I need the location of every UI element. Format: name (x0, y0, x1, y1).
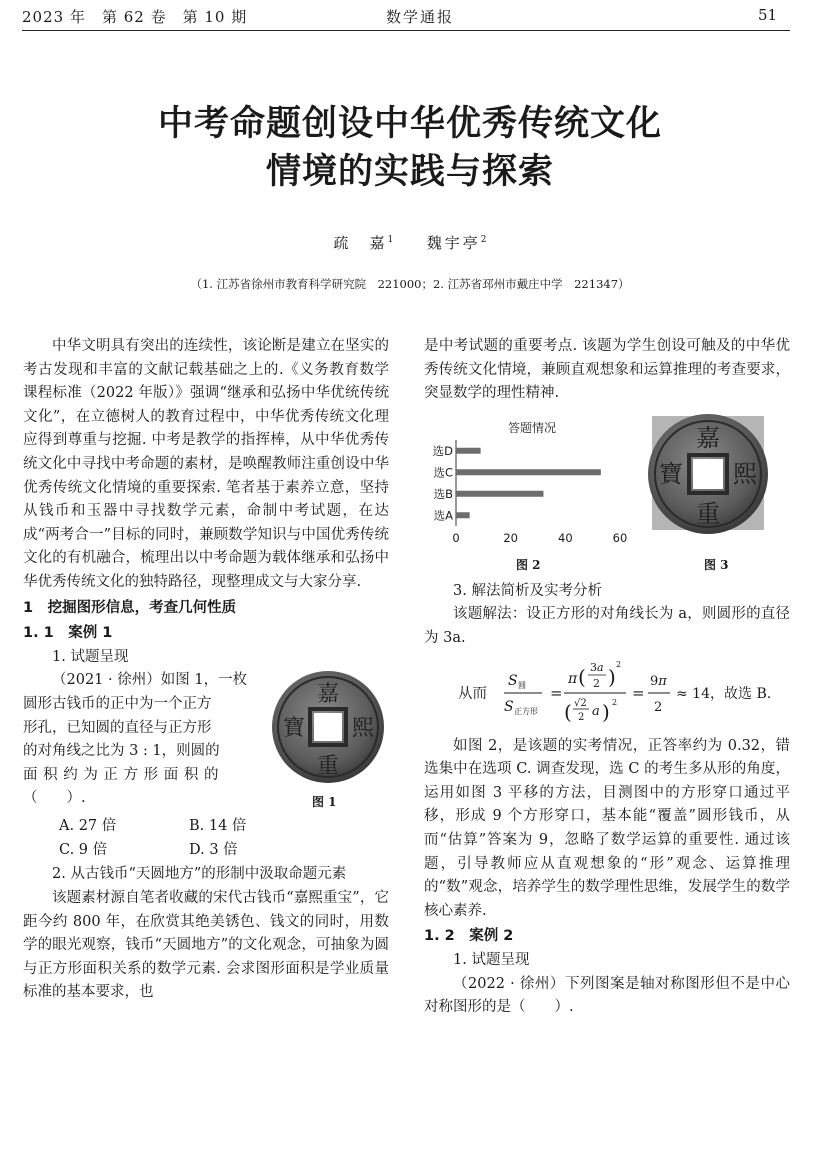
author-2: 魏宇亭 (426, 234, 481, 252)
answer-chart (424, 418, 639, 557)
paragraph-continued: 是中考试题的重要考点. 该题为学生创设可触及的中华优秀传统文化情境，兼顾直观想象和运算推理的考查要求，突显数学的理性精神. (424, 338, 790, 402)
intro-paragraph: 中华文明具有突出的连续性，该论断是建立在坚实的考古发现和丰富的文献记载基础之上的.《义务教育数学课程标准（2022 年版）》强调“继承和弘扬中华优统传统文化”，在立德树人的教育过程中，中华优秀传统文化理应得到尊重与挖掘. 中考是教学的指挥棒，从中华优秀传统文化中寻找中考命题的素材，是唤醒教师注重创设中华优秀传统文化情境的重要探索. 笔者基于素养立意，坚持从钱币和玉器中寻找数学元素，命制中考试题，在达成“两考合一”目标的同时，兼顾数学知识与中国优秀传统文化的有机融合，梳理出以中考命题为载体继承和弘扬中华优秀传统文化的独特路径，现整理成文与大家分享. (23, 338, 389, 590)
question-2: （2022 · 徐州）下列图案是轴对称图形但不是中心对称图形的是（ ）. (424, 975, 790, 1016)
svg-text:嘉: 嘉 (316, 682, 340, 708)
figure-1-caption: 图 1 (312, 795, 337, 810)
right-column (424, 335, 790, 1020)
svg-text:重: 重 (696, 499, 720, 528)
q1-line: 形孔，已知圆的直径与正方形 (23, 719, 212, 736)
chart-title: 答题情况 (507, 420, 557, 435)
q1-line: 圆形古钱币的正中为一个正方 (23, 695, 212, 712)
subheading-presentation: 1. 试题呈现 (52, 648, 129, 665)
paragraph-coin-source: 该题素材源自笔者收藏的宋代古钱币“嘉熙重宝”，它距今约 800 年，在欣赏其绝美锈色、钱文的同时，用数学的眼光观察，钱币“天圆地方”的文化观念，可抽象为圆与正方形面积关系的数学元素. 会求图形面积是学业质量标准的基本要求，也 (23, 889, 389, 1001)
options-row-1 (23, 815, 389, 839)
category-label: 选B (433, 486, 453, 501)
svg-text:嘉: 嘉 (696, 423, 720, 452)
svg-text:S: S (508, 672, 518, 689)
coin-image-figure-1 (270, 669, 386, 785)
question-1-block (23, 669, 389, 815)
bar-选A (456, 512, 470, 518)
svg-text:熙: 熙 (351, 716, 375, 742)
option-c: C. 9 倍 (59, 842, 108, 859)
journal-name: 数学通报 (386, 8, 455, 26)
svg-text:熙: 熙 (733, 459, 757, 488)
svg-text:寶: 寶 (282, 716, 306, 742)
subheading-source: 2. 从古钱币“天圆地方”的形制中汲取命题元素 (52, 866, 347, 883)
svg-text:=: = (550, 683, 563, 702)
section-1-heading: 1 挖掘图形信息，考查几何性质 (23, 599, 237, 616)
bar-选C (456, 469, 601, 475)
figures-row (424, 418, 790, 580)
q1-line: 面 积 约 为 正 方 形 面 积 的 (23, 766, 219, 783)
journal-issue: 2023 年 第 62 卷 第 10 期 (22, 8, 248, 26)
category-label: 选A (433, 508, 453, 523)
article-title (60, 100, 760, 196)
author-2-sup: 2 (480, 235, 487, 245)
svg-text:2: 2 (578, 711, 585, 723)
bar-chart (424, 418, 639, 548)
solution-text: 该题解法：设正方形的对角线长为 a，则圆形的直径为 3a. (424, 606, 790, 646)
svg-text:): ) (602, 699, 610, 724)
q1-line: （2021 · 徐州）如图 1，一枚 (52, 672, 248, 689)
title-line-2: 情境的实践与探索 (265, 152, 554, 192)
affiliation: （1. 江苏省徐州市教育科学研究院 221000；2. 江苏省邳州市戴庄中学 221347） (190, 277, 630, 291)
svg-text:正方形: 正方形 (514, 706, 538, 716)
tick-label: 60 (612, 530, 628, 545)
tick-label: 0 (452, 530, 460, 545)
q1-line: 的对角线之比为 3 : 1，则圆的 (23, 743, 220, 760)
svg-text:重: 重 (316, 754, 340, 780)
section-1-2-heading: 1. 2 案例 2 (424, 928, 514, 945)
svg-text:a: a (592, 703, 600, 719)
svg-text:≈ 14，故选 B.: ≈ 14，故选 B. (676, 685, 772, 702)
svg-text:2: 2 (654, 699, 663, 715)
figure-2-caption: 图 2 (516, 557, 541, 572)
option-b: B. 14 倍 (189, 818, 247, 835)
area-ratio-formula (500, 655, 790, 735)
subheading-presentation-2: 1. 试题呈现 (453, 951, 530, 968)
coin-image-figure-3 (646, 412, 770, 536)
svg-text:=: = (632, 683, 645, 702)
author-1-sup: 1 (387, 235, 394, 245)
svg-text:S: S (504, 698, 514, 715)
svg-text:√2: √2 (574, 697, 587, 709)
bar-选B (456, 491, 543, 497)
paragraph-analysis: 如图 2，是该题的实考情况，正答率约为 0.32，错选集中在选项 C. 调查发现，选 C 的考生多从形的角度，运用如图 3 平移的方法，目测图中的方形穿口通过平移，形成 9 个方形穿口，基本能“覆盖”圆形钱币，从而“估算”答案为 9，忽略了数学运算的重要性. 通过该题，引导教师应从直观想象的“形”观念、运算推理的“数”观念，培养学生的数学理性思维，发展学生的数学核心素养. (424, 737, 790, 919)
svg-text:寶: 寶 (659, 459, 683, 488)
subheading-solution: 3. 解法简析及实考分析 (453, 582, 602, 599)
svg-text:2: 2 (593, 676, 600, 690)
svg-text:圆: 圆 (518, 680, 526, 690)
section-1-1-heading: 1. 1 案例 1 (23, 625, 113, 642)
header-rule (22, 30, 790, 31)
title-line-1: 中考命题创设中华优秀传统文化 (157, 104, 662, 144)
svg-text:2: 2 (616, 659, 622, 669)
svg-text:(: ( (564, 699, 572, 724)
category-label: 选D (432, 443, 453, 458)
svg-text:2: 2 (612, 697, 618, 707)
tick-label: 40 (558, 530, 573, 545)
page-number: 51 (758, 6, 778, 24)
formula-prefix: 从而 (458, 685, 487, 702)
svg-text:9π: 9π (650, 673, 667, 689)
left-column (23, 335, 389, 1005)
bar-选D (456, 448, 481, 454)
options-row-2 (23, 839, 389, 863)
tick-label: 20 (503, 530, 518, 545)
svg-text:π: π (568, 670, 578, 687)
svg-text:): ) (608, 664, 616, 689)
authors (0, 232, 820, 253)
svg-text:3a: 3a (590, 660, 604, 674)
option-d: D. 3 倍 (189, 842, 238, 859)
author-1: 疏 嘉 (333, 234, 388, 252)
svg-text:(: ( (578, 664, 586, 689)
option-a: A. 27 倍 (59, 818, 117, 835)
figure-3-caption: 图 3 (704, 557, 729, 572)
formula-block (424, 655, 790, 735)
q1-line: （ ）. (23, 790, 86, 807)
category-label: 选C (433, 465, 453, 480)
